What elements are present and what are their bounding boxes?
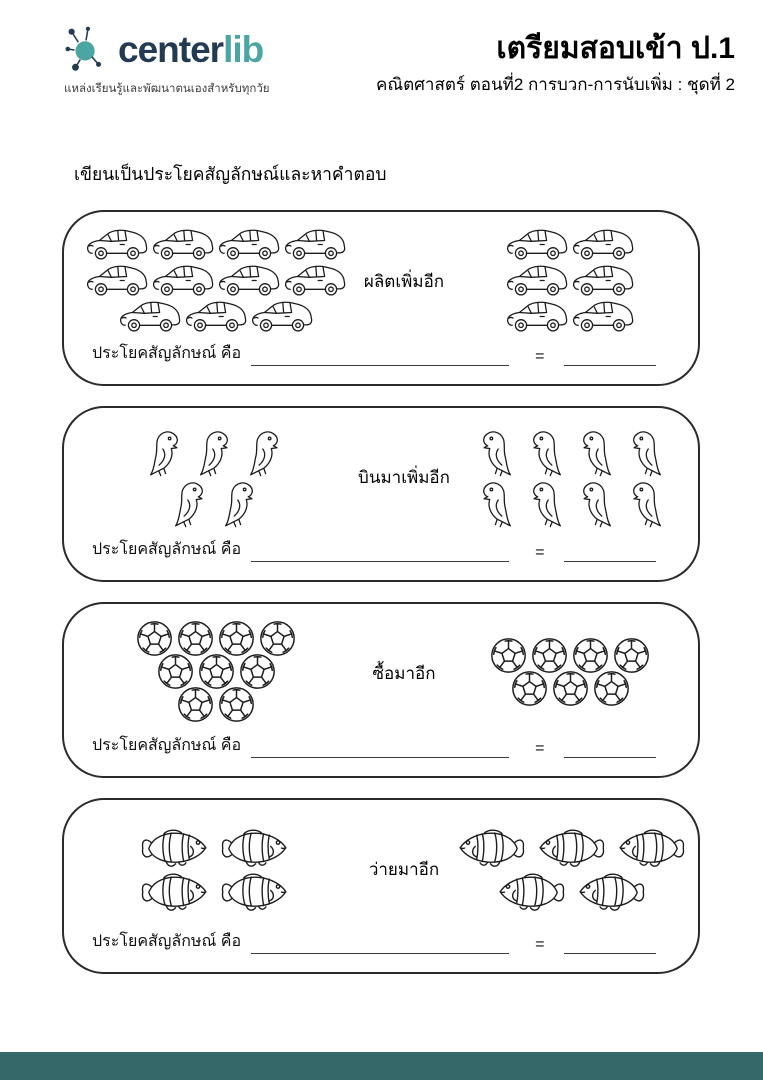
ball-image bbox=[239, 653, 276, 690]
bird-image bbox=[474, 428, 516, 478]
car-image bbox=[184, 297, 248, 336]
answer-blank-expression[interactable] bbox=[251, 347, 509, 366]
centerlib-logo-icon bbox=[62, 24, 112, 74]
ball-image bbox=[218, 686, 255, 723]
ball-image bbox=[177, 620, 214, 657]
footer-color-band bbox=[0, 1052, 763, 1080]
birds-action-label: บินมาเพิ่มอีก bbox=[358, 468, 450, 487]
fish-image bbox=[452, 828, 528, 870]
car-image bbox=[118, 297, 182, 336]
exercise-box-cars bbox=[62, 210, 700, 386]
cars-right-group bbox=[456, 228, 684, 336]
birds-left-group bbox=[80, 427, 352, 529]
answer-blank-expression[interactable] bbox=[251, 935, 509, 954]
equals-sign: = bbox=[535, 348, 545, 365]
car-image bbox=[571, 225, 635, 264]
number-sentence-row bbox=[80, 537, 684, 568]
fish-action-label: ว่ายมาอีก bbox=[368, 860, 440, 879]
car-image bbox=[283, 261, 347, 300]
ball-image bbox=[511, 670, 548, 707]
car-image bbox=[571, 261, 635, 300]
car-image bbox=[151, 225, 215, 264]
centerlib-logo bbox=[62, 24, 270, 98]
equals-sign: = bbox=[535, 740, 545, 757]
car-image bbox=[217, 225, 281, 264]
fish-image bbox=[218, 828, 294, 870]
answer-blank-result[interactable] bbox=[564, 935, 656, 954]
car-image bbox=[250, 297, 314, 336]
fish-image bbox=[532, 828, 608, 870]
answer-blank-expression[interactable] bbox=[251, 739, 509, 758]
ball-image bbox=[218, 620, 255, 657]
cars-left-group bbox=[80, 228, 352, 336]
answer-blank-result[interactable] bbox=[564, 739, 656, 758]
brand-wordmark bbox=[118, 28, 264, 70]
exercise-list bbox=[62, 210, 700, 974]
fish-image bbox=[492, 872, 568, 914]
car-image bbox=[217, 261, 281, 300]
ball-image bbox=[593, 670, 630, 707]
number-sentence-row bbox=[80, 341, 684, 372]
balls-left-group bbox=[80, 624, 352, 723]
bird-image bbox=[574, 479, 616, 529]
bird-image bbox=[574, 428, 616, 478]
ball-image bbox=[177, 686, 214, 723]
brand-secondary: lib bbox=[223, 28, 264, 70]
ball-image bbox=[198, 653, 235, 690]
ball-image bbox=[136, 620, 173, 657]
number-sentence-row bbox=[80, 929, 684, 960]
fish-image bbox=[612, 828, 688, 870]
fish-left-group bbox=[80, 826, 352, 914]
car-image bbox=[505, 297, 569, 336]
exercise-box-balls bbox=[62, 602, 700, 778]
ball-image bbox=[259, 620, 296, 657]
balls-action-label: ซื้อมาอีก bbox=[372, 664, 436, 683]
bird-image bbox=[474, 479, 516, 529]
bird-image bbox=[170, 479, 212, 529]
answer-blank-result[interactable] bbox=[564, 543, 656, 562]
exercise-box-fish bbox=[62, 798, 700, 974]
car-image bbox=[505, 225, 569, 264]
fish-image bbox=[138, 828, 214, 870]
sentence-label: ประโยคสัญลักษณ์ คือ bbox=[92, 345, 242, 362]
ball-image bbox=[490, 637, 527, 674]
ball-image bbox=[552, 670, 589, 707]
car-image bbox=[571, 297, 635, 336]
bird-image bbox=[624, 479, 666, 529]
sentence-label: ประโยคสัญลักษณ์ คือ bbox=[92, 933, 242, 950]
bird-image bbox=[220, 479, 262, 529]
brand-tagline: แหล่งเรียนรู้และพัฒนาตนเองสำหรับทุกวัย bbox=[64, 83, 270, 95]
fish-image bbox=[138, 872, 214, 914]
car-image bbox=[505, 261, 569, 300]
exercise-box-birds bbox=[62, 406, 700, 582]
car-image bbox=[85, 225, 149, 264]
brand-primary: center bbox=[118, 28, 224, 70]
fish-image bbox=[218, 872, 294, 914]
number-sentence-row bbox=[80, 733, 684, 764]
answer-blank-expression[interactable] bbox=[251, 543, 509, 562]
bird-image bbox=[145, 428, 187, 478]
balls-right-group bbox=[456, 641, 684, 707]
car-image bbox=[283, 225, 347, 264]
birds-right-group bbox=[456, 427, 684, 529]
worksheet-title-block bbox=[376, 24, 735, 98]
ball-image bbox=[531, 637, 568, 674]
equals-sign: = bbox=[535, 544, 545, 561]
fish-right-group bbox=[456, 826, 684, 914]
car-image bbox=[85, 261, 149, 300]
bird-image bbox=[624, 428, 666, 478]
cars-action-label: ผลิตเพิ่มอีก bbox=[363, 272, 445, 291]
ball-image bbox=[613, 637, 650, 674]
answer-blank-result[interactable] bbox=[564, 347, 656, 366]
ball-image bbox=[572, 637, 609, 674]
bird-image bbox=[245, 428, 287, 478]
ball-image bbox=[157, 653, 194, 690]
bird-image bbox=[524, 479, 566, 529]
equals-sign: = bbox=[535, 936, 545, 953]
page-header bbox=[0, 0, 763, 98]
worksheet-title: เตรียมสอบเข้า ป.1 bbox=[496, 32, 735, 65]
instruction-text: เขียนเป็นประโยคสัญลักษณ์และหาคำตอบ bbox=[74, 164, 387, 184]
sentence-label: ประโยคสัญลักษณ์ คือ bbox=[92, 737, 242, 754]
bird-image bbox=[195, 428, 237, 478]
bird-image bbox=[524, 428, 566, 478]
sentence-label: ประโยคสัญลักษณ์ คือ bbox=[92, 541, 242, 558]
car-image bbox=[151, 261, 215, 300]
worksheet-subtitle: คณิตศาสตร์ ตอนที่2 การบวก-การนับเพิ่ม : ชุดที่ 2 bbox=[375, 74, 735, 94]
fish-image bbox=[572, 872, 648, 914]
